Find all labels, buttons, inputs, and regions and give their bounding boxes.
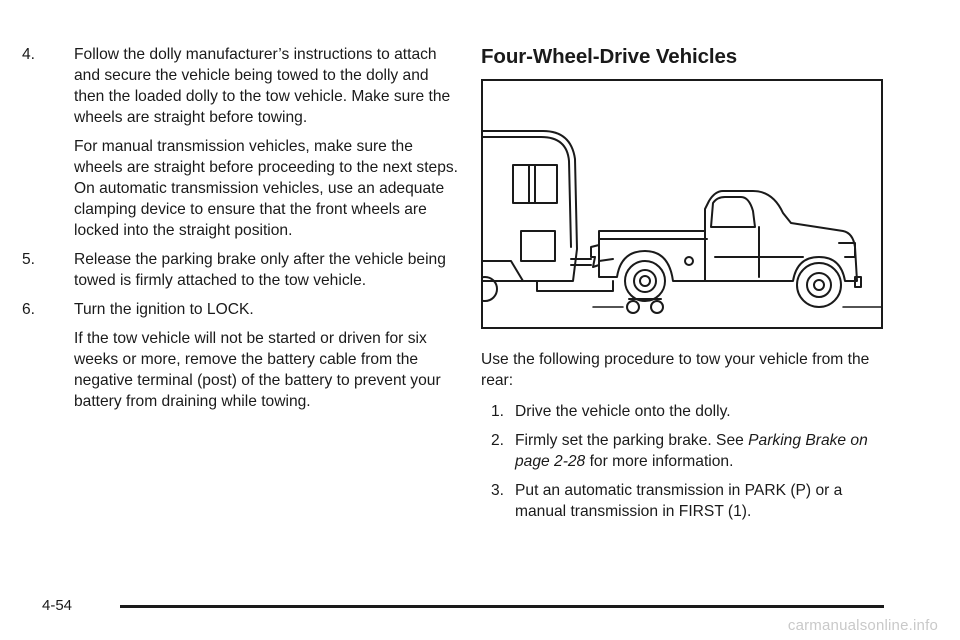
left-column xyxy=(22,44,459,420)
step-number: 3. xyxy=(491,482,505,499)
battery-note: If the tow vehicle will not be started or driven for six weeks or more, remove the battery cable from the negative terminal (post) of the battery to prevent your battery from draining while towing. xyxy=(74,330,441,410)
procedure-step-2 xyxy=(491,430,891,472)
watermark: carmanualsonline.info xyxy=(787,617,938,634)
tow-bar xyxy=(537,281,613,291)
motorhome-door-panel xyxy=(521,231,555,261)
step-text: Drive the vehicle onto the dolly. xyxy=(515,403,731,420)
step-4 xyxy=(22,44,458,128)
cross-reference-link[interactable]: Parking Brake on page 2-28 xyxy=(515,432,868,470)
step-text: Put an automatic transmission in PARK (P) or a manual transmission in FIRST (1). xyxy=(515,482,843,520)
step-text: Release the parking brake only after the vehicle being towed is firmly attached to the tow vehicle. xyxy=(74,251,446,289)
right-column xyxy=(481,44,891,530)
footer-rule xyxy=(120,605,884,608)
manual-transmission-note: For manual transmission vehicles, make sure the wheels are straight before proceeding to the next steps. On automatic transmission vehicles, use an adequate clamping device to ensure that the front wheels are locked into the straight position. xyxy=(74,138,459,239)
dolly-wheel xyxy=(651,301,663,313)
pickup-rear-wheel xyxy=(625,261,665,301)
procedure-step-3 xyxy=(491,480,891,522)
page-footer xyxy=(42,596,892,616)
step-text: Turn the ignition to LOCK. xyxy=(74,301,254,318)
step-number: 2. xyxy=(491,432,505,449)
step-number: 4. xyxy=(22,46,36,63)
pickup-front-wheel xyxy=(797,263,841,307)
step-text-tail: for more information. xyxy=(585,453,734,470)
truck-on-dolly-drawing xyxy=(483,81,881,327)
dolly-wheel xyxy=(627,301,639,313)
procedure-intro: Use the following procedure to tow your vehicle from the rear: xyxy=(481,351,870,389)
step-5 xyxy=(22,249,458,291)
headlight xyxy=(839,243,855,257)
step-number: 5. xyxy=(22,251,36,268)
step-6 xyxy=(22,299,458,320)
page-number: 4-54 xyxy=(42,597,73,614)
procedure-step-1 xyxy=(491,401,891,422)
motorhome-body xyxy=(483,131,577,281)
towing-illustration xyxy=(481,79,883,329)
step-number: 6. xyxy=(22,301,36,318)
step-number: 1. xyxy=(491,403,505,420)
pickup-cab-window xyxy=(711,197,755,227)
pickup-body xyxy=(599,191,857,281)
step-text: Firmly set the parking brake. See xyxy=(515,432,749,449)
fuel-door xyxy=(685,257,693,265)
step-text: Follow the dolly manufacturer’s instructions to attach and secure the vehicle being towed to the dolly and then the loaded dolly to the tow vehicle. Make sure the wheels are straight before towing. xyxy=(74,46,451,126)
section-heading: Four-Wheel-Drive Vehicles xyxy=(481,45,738,68)
